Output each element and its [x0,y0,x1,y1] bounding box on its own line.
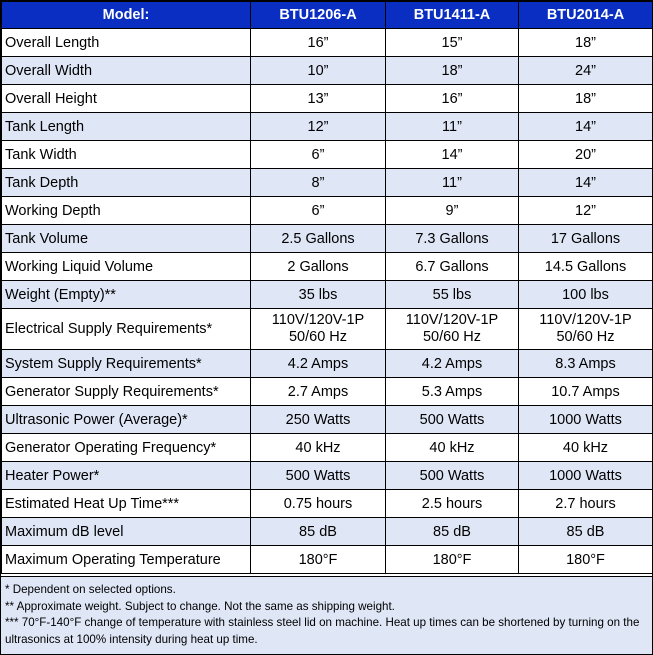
cell-value: 500 Watts [386,406,519,434]
table-row [2,225,653,253]
table-row [2,434,653,462]
cell-value: 10.7 Amps [519,378,653,406]
cell-value: 40 kHz [519,434,653,462]
header-btu2014a: BTU2014-A [519,2,653,29]
header-model: Model: [2,2,251,29]
table-row [2,490,653,518]
cell-value: 40 kHz [386,434,519,462]
cell-value: 10” [251,57,386,85]
cell-value: 16” [251,29,386,57]
footnote: ** Approximate weight. Subject to change. Not the same as shipping weight. [5,599,395,613]
table-row [2,197,653,225]
table-row [2,29,653,57]
cell-value: 14.5 Gallons [519,253,653,281]
cell-value: 18” [519,29,653,57]
cell-value [386,309,519,350]
cell-value: 6” [251,141,386,169]
cell-value: 9” [386,197,519,225]
cell-value: 85 dB [251,518,386,546]
cell-value: 6” [251,197,386,225]
cell-value: 500 Watts [251,462,386,490]
cell-value: 6.7 Gallons [386,253,519,281]
row-label: Generator Operating Frequency* [2,434,251,462]
cell-value: 2.5 Gallons [251,225,386,253]
cell-value: 7.3 Gallons [386,225,519,253]
cell-value: 24” [519,57,653,85]
table-row [2,518,653,546]
row-label: Generator Supply Requirements* [2,378,251,406]
table-row [2,169,653,197]
cell-value [251,309,386,350]
row-label: Maximum dB level [2,518,251,546]
table-row [2,113,653,141]
table-row [2,281,653,309]
cell-value-line: 110V/120V-1P [271,312,365,328]
cell-value: 13” [251,85,386,113]
cell-value: 18” [386,57,519,85]
cell-value: 14” [519,113,653,141]
row-label: Tank Length [2,113,251,141]
cell-value: 250 Watts [251,406,386,434]
cell-value: 500 Watts [386,462,519,490]
cell-value: 55 lbs [386,281,519,309]
row-label: Overall Length [2,29,251,57]
cell-value-line: 110V/120V-1P [405,312,499,328]
cell-value: 12” [251,113,386,141]
cell-value: 4.2 Amps [251,350,386,378]
cell-value-line: 50/60 Hz [422,329,482,345]
cell-value [519,309,653,350]
cell-value: 85 dB [519,518,653,546]
table-row [2,462,653,490]
footnote: *** 70°F-140°F change of temperature with stainless steel lid on machine. Heat up times can be shortened by turning on the ultrasonics at 100% intensity during heat up time. [5,616,640,646]
footnote: * Dependent on selected options. [5,583,176,596]
cell-value: 100 lbs [519,281,653,309]
table-row [2,406,653,434]
cell-value: 1000 Watts [519,406,653,434]
footnotes [1,576,652,654]
cell-value: 8.3 Amps [519,350,653,378]
row-label: Working Depth [2,197,251,225]
cell-value: 2.7 Amps [251,378,386,406]
row-label: Overall Width [2,57,251,85]
table-row [2,546,653,574]
cell-value: 5.3 Amps [386,378,519,406]
cell-value: 2.7 hours [519,490,653,518]
header-btu1206a: BTU1206-A [251,2,386,29]
spec-table [1,1,653,574]
row-label: Tank Volume [2,225,251,253]
cell-value: 11” [386,113,519,141]
cell-value: 35 lbs [251,281,386,309]
cell-value: 17 Gallons [519,225,653,253]
table-row [2,253,653,281]
cell-value-line: 50/60 Hz [288,329,348,345]
row-label: Estimated Heat Up Time*** [2,490,251,518]
row-label: Tank Width [2,141,251,169]
header-btu1411a: BTU1411-A [386,2,519,29]
row-label: Ultrasonic Power (Average)* [2,406,251,434]
cell-value: 180°F [251,546,386,574]
row-label: Weight (Empty)** [2,281,251,309]
cell-value-line: 110V/120V-1P [539,312,632,328]
table-row [2,378,653,406]
cell-value: 15” [386,29,519,57]
cell-value: 1000 Watts [519,462,653,490]
row-label: Tank Depth [2,169,251,197]
spec-table-body [2,29,653,574]
cell-value: 20” [519,141,653,169]
cell-value: 12” [519,197,653,225]
table-row [2,57,653,85]
cell-value: 4.2 Amps [386,350,519,378]
table-row [2,85,653,113]
cell-value: 85 dB [386,518,519,546]
cell-value: 11” [386,169,519,197]
row-label: Maximum Operating Temperature [2,546,251,574]
table-row [2,350,653,378]
cell-value: 14” [386,141,519,169]
cell-value: 180°F [386,546,519,574]
cell-value: 180°F [519,546,653,574]
cell-value: 8” [251,169,386,197]
table-row [2,309,653,350]
cell-value-line: 50/60 Hz [556,329,615,345]
row-label: Heater Power* [2,462,251,490]
cell-value: 2 Gallons [251,253,386,281]
table-row [2,141,653,169]
row-label: Working Liquid Volume [2,253,251,281]
cell-value: 18” [519,85,653,113]
row-label: Overall Height [2,85,251,113]
row-label: System Supply Requirements* [2,350,251,378]
cell-value: 0.75 hours [251,490,386,518]
cell-value: 16” [386,85,519,113]
cell-value: 2.5 hours [386,490,519,518]
header-row [2,2,653,29]
cell-value: 14” [519,169,653,197]
row-label: Electrical Supply Requirements* [2,309,251,350]
cell-value: 40 kHz [251,434,386,462]
